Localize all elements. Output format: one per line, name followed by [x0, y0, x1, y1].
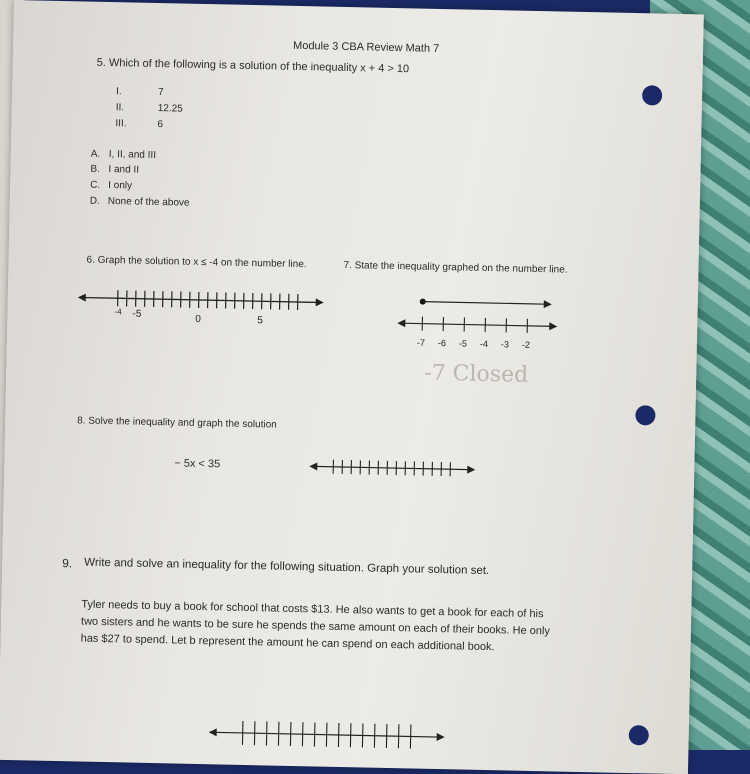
q6-handwritten-mark: -4: [114, 307, 122, 316]
page-title: Module 3 CBA Review Math 7: [293, 40, 439, 55]
q6-tick-label: 5: [257, 315, 263, 326]
q8-expression: − 5x < 35: [174, 457, 220, 470]
binder-hole: [642, 85, 662, 105]
q9-number: 9.: [62, 556, 72, 570]
q9-story-line: two sisters and he wants to be sure he spends the same amount on each of their books. He only: [81, 616, 550, 638]
q5-choice-letter: A.: [91, 149, 101, 160]
q9-prompt: Write and solve an inequality for the following situation. Graph your solution set.: [84, 557, 489, 577]
q8-number-line: [309, 454, 479, 482]
q6-tick-label: 0: [195, 314, 201, 325]
q5-item-value: 6: [157, 119, 163, 130]
q8-question: 8. Solve the inequality and graph the solution: [77, 415, 277, 430]
q7-number-line: [397, 293, 568, 357]
q5-question: 5. Which of the following is a solution of the inequality x + 4 > 10: [97, 57, 410, 76]
q5-choice-text: None of the above: [108, 196, 190, 209]
q6-question: 6. Graph the solution to x ≤ -4 on the number line.: [86, 255, 306, 271]
q7-question: 7. State the inequality graphed on the number line.: [343, 260, 567, 276]
q5-item-numeral: III.: [115, 118, 126, 129]
q7-tick-label: -5: [459, 338, 467, 348]
q7-tick-label: -4: [480, 339, 488, 349]
q9-story-line: has $27 to spend. Let b represent the amount he can spend on each additional book.: [81, 633, 495, 654]
q7-tick-label: -7: [417, 338, 425, 348]
q9-story-line: Tyler needs to buy a book for school that costs $13. He also wants to get a book for each of his: [81, 599, 543, 621]
q7-tick-label: -3: [501, 339, 509, 349]
q5-item-numeral: I.: [116, 86, 122, 97]
binder-hole: [635, 405, 655, 425]
q7-tick-label: -6: [438, 338, 446, 348]
q5-item-value: 12.25: [158, 103, 183, 115]
binder-hole: [629, 725, 649, 745]
q5-choice-letter: D.: [90, 196, 100, 207]
q5-choice-text: I and II: [108, 164, 139, 176]
q5-choice-text: I, II, and III: [109, 149, 156, 161]
q6-number-line: [77, 279, 328, 334]
q7-pencil-answer: -7 Closed: [424, 361, 528, 388]
q9-number-line: [208, 716, 449, 751]
q5-item-value: 7: [158, 87, 164, 98]
q6-tick-label: -5: [132, 309, 142, 320]
q7-tick-label: -2: [522, 340, 530, 350]
q5-choice-letter: B.: [90, 164, 100, 175]
q5-item-numeral: II.: [116, 102, 125, 113]
q5-choice-text: I only: [108, 180, 132, 191]
q5-choice-letter: C.: [90, 180, 100, 191]
